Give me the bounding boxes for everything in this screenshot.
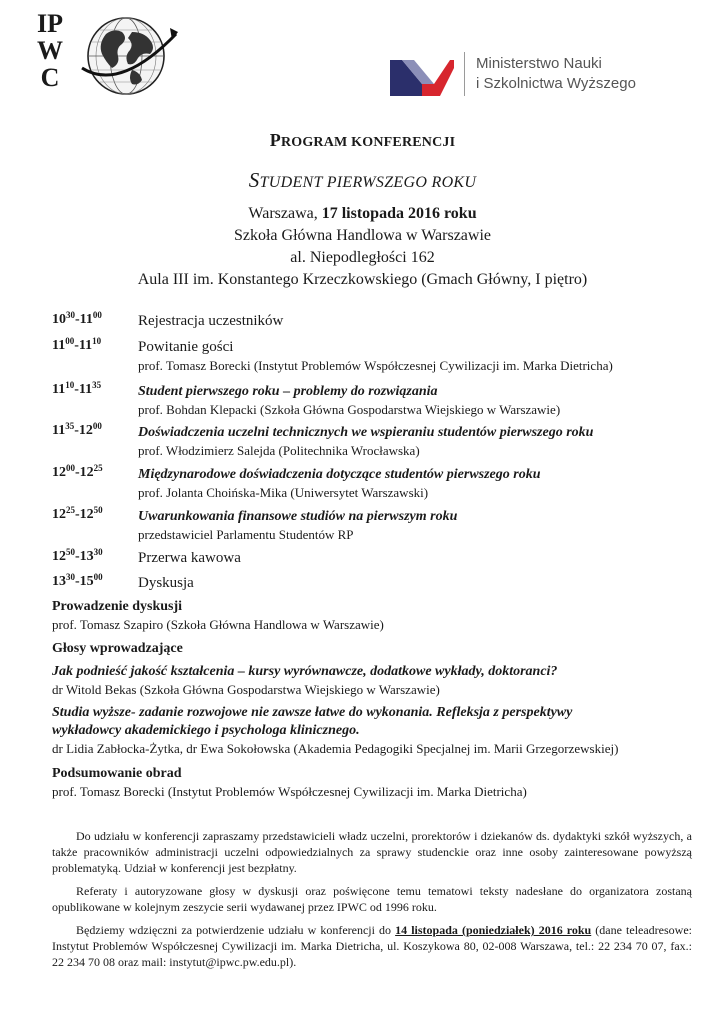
program-item [52, 507, 712, 549]
program-time: $11^{10}-11^{35}$ [52, 380, 102, 397]
intro-item-title-cont: wykładowcy akademickiego i psychologa klinicznego. [52, 723, 360, 738]
ministry-name-line2: i Szkolnictwa Wyższego [476, 75, 636, 92]
ipwc-letters [28, 10, 72, 91]
program-time: $12^{00}-12^{25}$ [52, 463, 103, 480]
program-title [0, 130, 725, 151]
event-title [0, 168, 725, 193]
program-time: $12^{50}-13^{30}$ [52, 547, 103, 564]
event-meta [0, 203, 725, 291]
program-list [52, 312, 712, 596]
intro-item-title: Studia wyższe- zadanie rozwojowe nie zawsze łatwe do wykonania. Refleksja z perspektywy [52, 705, 573, 720]
event-date [0, 203, 725, 225]
footer-contact: (dane teleadresowe: Instytut Problemów Współczesnej Cywilizacji im. Marka Dietricha, ul. Koszykowa 80, 02-008 Warszawa, tel.: 22 234 70 07, fax.: 22 234 70 08 oraz mail: instytut@ipwc.pw.edu.pl). [52, 923, 692, 969]
ministry-name [476, 54, 636, 94]
ministry-name-line1: Ministerstwo Nauki [476, 55, 602, 72]
program-speaker: prof. Włodzimierz Salejda (Politechnika Wrocławska) [138, 443, 420, 458]
ipwc-letter-c: C [40, 63, 60, 92]
program-title-rest: ROGRAM KONFERENCJI [280, 135, 456, 150]
program-item [52, 338, 712, 382]
event-title-rest: TUDENT PIERWSZEGO ROKU [259, 174, 477, 191]
program-speaker: prof. Jolanta Choińska-Mika (Uniwersytet Warszawski) [138, 485, 429, 500]
ipwc-letter-ip: IP [37, 9, 63, 38]
event-street: al. Niepodległości 162 [290, 249, 435, 266]
program-speaker: prof. Bohdan Klepacki (Szkoła Główna Gospodarstwa Wiejskiego w Warszawie) [138, 402, 561, 417]
ipwc-letter-w: W [37, 36, 63, 65]
moderation-heading: Prowadzenie dyskusji [52, 599, 183, 614]
program-title: Przerwa kawowa [138, 550, 241, 566]
moderation-person: prof. Tomasz Szapiro (Szkoła Główna Handlowa w Warszawie) [52, 617, 384, 632]
program-time: $10^{30}-11^{00}$ [52, 310, 102, 327]
program-title: Dyskusja [138, 575, 194, 591]
ipwc-logo [28, 10, 178, 100]
program-speaker: przedstawiciel Parlamentu Studentów RP [138, 527, 354, 542]
ministry-logo-separator [464, 52, 465, 96]
ministry-logo [388, 50, 688, 102]
footer-confirmation [52, 922, 692, 970]
program-title: Międzynarodowe doświadczenia dotyczące studentów pierwszego roku [138, 467, 541, 482]
event-date-prefix: Warszawa, [248, 205, 322, 222]
footer-publication: Referaty i autoryzowane głosy w dyskusji oraz poświęcone temu tematowi teksty nadesłane do organizatora zostaną opublikowane w kolejnym zeszycie serii wydawanej przez IPWC od 1996 roku. [52, 884, 692, 914]
program-item [52, 574, 712, 596]
program-time: $12^{25}-12^{50}$ [52, 505, 103, 522]
program-title: Rejestracja uczestników [138, 313, 284, 329]
footer-invitation: Do udziału w konferencji zapraszamy przedstawicieli władz uczelni, prorektorów i dziekanów ds. dydaktyki szkół wyższych, a także pracowników administracji uczelni odpowiedzialnych za sprawy studenckie oraz inne osoby zainteresowane powyższą problematyką. Udział w konferencji jest bezpłatny. [52, 829, 692, 875]
globe-icon [80, 12, 180, 100]
program-item [52, 382, 712, 423]
footer-confirmation-text: Będziemy wdzięczni za potwierdzenie udziału w konferencji do [76, 923, 396, 937]
intro-item-speaker: dr Witold Bekas (Szkoła Główna Gospodarstwa Wiejskiego w Warszawie) [52, 682, 440, 697]
event-date-value: 17 listopada 2016 roku [321, 205, 477, 222]
ministry-mark-icon [388, 54, 458, 98]
program-item [52, 423, 712, 465]
program-speaker: prof. Tomasz Borecki (Instytut Problemów Współczesnej Cywilizacji im. Marka Dietricha) [138, 358, 613, 373]
program-title: Doświadczenia uczelni technicznych we wspieraniu studentów pierwszego roku [138, 425, 594, 440]
summary-person: prof. Tomasz Borecki (Instytut Problemów Współczesnej Cywilizacji im. Marka Dietricha) [52, 784, 527, 799]
intro-section [52, 640, 712, 758]
program-title: Uwarunkowania finansowe studiów na pierwszym roku [138, 509, 458, 524]
program-item [52, 312, 712, 338]
program-title-cap: P [269, 130, 281, 150]
moderation-section [52, 598, 712, 634]
program-time: $11^{00}-11^{10}$ [52, 336, 102, 353]
program-title: Powitanie gości [138, 339, 234, 355]
program-item [52, 465, 712, 507]
summary-heading: Podsumowanie obrad [52, 766, 182, 781]
intro-item-title: Jak podnieść jakość kształcenia – kursy wyrównawcze, dodatkowe wykłady, doktoranci? [52, 664, 558, 679]
program-time: $13^{30}-15^{00}$ [52, 572, 103, 589]
intro-heading: Głosy wprowadzające [52, 641, 183, 656]
intro-item-speaker: dr Lidia Zabłocka-Żytka, dr Ewa Sokołowska (Akademia Pedagogiki Specjalnej im. Marii Grzegorzewskiej) [52, 741, 619, 756]
event-room: Aula III im. Konstantego Krzeczkowskiego (Gmach Główny, I piętro) [137, 271, 588, 288]
event-title-cap: S [248, 168, 260, 192]
footer-deadline: 14 listopada (poniedziałek) 2016 roku [395, 923, 592, 937]
event-school: Szkoła Główna Handlowa w Warszawie [233, 227, 491, 244]
program-title: Student pierwszego roku – problemy do rozwiązania [138, 384, 438, 399]
program-item [52, 549, 712, 574]
program-time: $11^{35}-12^{00}$ [52, 421, 102, 438]
footer-notes [52, 828, 692, 977]
summary-section [52, 765, 712, 801]
